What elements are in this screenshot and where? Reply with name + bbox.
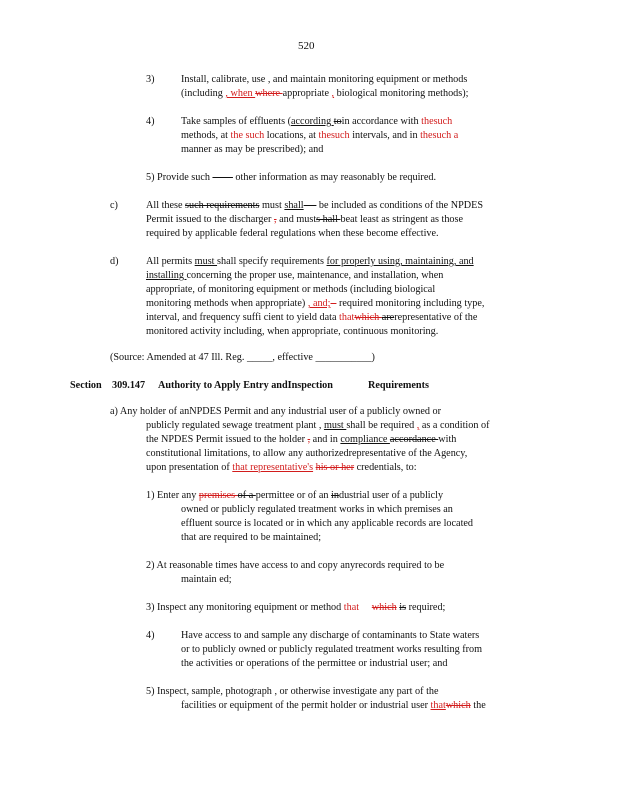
text-segment: constitutional limitations, to allow any authorizedrepresentative of the Agency, xyxy=(146,448,468,459)
text-segment: locations, at xyxy=(264,130,319,141)
text-segment: such requirements xyxy=(185,200,260,211)
text-segment: d) xyxy=(110,256,119,267)
text-segment: Requirements xyxy=(368,380,429,391)
text-segment: and must xyxy=(276,214,317,225)
text-line xyxy=(181,630,479,642)
text-line xyxy=(146,228,439,240)
text-segment: which xyxy=(445,700,471,711)
text-segment: that xyxy=(430,700,446,711)
text-segment: must xyxy=(323,420,347,431)
text-segment: other information as may reasonably be required. xyxy=(232,172,436,183)
text-line xyxy=(110,256,119,268)
text-segment: effluent source is located or in which any applicable records are located xyxy=(181,518,474,529)
text-segment: facilities or equipment of the permit holder or industrial user xyxy=(181,700,431,711)
text-line xyxy=(158,380,333,392)
text-line xyxy=(146,434,456,446)
text-segment: 5) Inspect, sample, photograph , or otherwise investigate any part of the xyxy=(146,686,439,697)
text-line xyxy=(146,630,155,642)
text-segment: 309.147 xyxy=(112,380,146,391)
text-segment: credentials, to: xyxy=(354,462,417,473)
text-segment: s hall xyxy=(316,214,341,225)
text-segment: publicly regulated sewage treatment plant , xyxy=(146,420,324,431)
text-segment: 4) xyxy=(146,630,155,641)
text-line xyxy=(181,504,453,516)
text-segment: - xyxy=(330,298,337,309)
text-segment: must xyxy=(259,200,285,211)
text-segment: Take samples of effluents ( xyxy=(181,116,291,127)
text-segment: , when xyxy=(225,88,256,99)
text-line xyxy=(181,74,467,86)
text-segment: which xyxy=(354,312,382,323)
text-line xyxy=(146,200,483,212)
text-segment: maintain ed; xyxy=(181,574,232,585)
text-segment: his or her xyxy=(315,462,355,473)
text-line xyxy=(181,144,323,156)
text-segment: — xyxy=(303,200,317,211)
text-line xyxy=(146,312,477,324)
text-segment: 4) xyxy=(146,116,155,127)
text-segment: that representative's xyxy=(232,462,314,473)
text-segment: Authority to Apply Entry andInspection xyxy=(158,380,333,391)
text-line xyxy=(181,574,232,586)
text-line xyxy=(181,518,473,530)
text-line xyxy=(146,74,155,86)
text-line xyxy=(146,420,489,432)
text-segment: a) Any holder of anNPDES Permit and any industrial user of a publicly owned or xyxy=(110,406,442,417)
text-line xyxy=(146,560,444,572)
text-segment: ___________ xyxy=(315,352,372,363)
text-segment: c) xyxy=(110,200,118,211)
text-segment: premises xyxy=(198,490,238,501)
text-segment: accordance xyxy=(389,434,439,445)
text-segment: appropriate xyxy=(282,88,332,99)
text-segment: required monitoring including type, xyxy=(336,298,485,309)
text-segment: representative of the xyxy=(394,312,478,323)
text-segment: the activities or operations of the permittee or industrial user; and xyxy=(181,658,448,669)
text-segment: , and; xyxy=(307,298,331,309)
text-segment: thesuch a xyxy=(420,130,459,141)
text-line xyxy=(110,352,375,364)
text-line xyxy=(181,700,486,712)
text-segment: or to publicly owned or publicly regulated treatment works resulting from xyxy=(181,644,483,655)
text-line xyxy=(146,116,155,128)
text-segment: interval, and frequency suffi cient to yield data xyxy=(146,312,340,323)
text-line xyxy=(146,270,443,282)
text-segment: compliance xyxy=(340,434,390,445)
text-segment: thesuch xyxy=(421,116,453,127)
text-line xyxy=(146,448,467,460)
text-line xyxy=(70,380,102,392)
text-segment: , xyxy=(416,420,420,431)
text-line xyxy=(146,214,463,226)
text-segment: , xyxy=(273,214,277,225)
text-segment: 2) At reasonable times have access to and copy anyrecords required to be xyxy=(146,560,445,571)
text-segment: _____ xyxy=(246,352,273,363)
text-segment: shall be required xyxy=(346,420,417,431)
text-segment: 3) xyxy=(146,74,155,85)
text-segment: with xyxy=(438,434,457,445)
text-segment: (Source: Amended at 47 Ill. Reg. xyxy=(110,352,247,363)
text-segment: thesuch xyxy=(318,130,350,141)
text-line xyxy=(181,130,458,142)
text-segment: permittee or of an xyxy=(255,490,332,501)
text-line xyxy=(146,298,484,310)
text-segment: , xyxy=(331,88,335,99)
text-segment: All these xyxy=(146,200,186,211)
text-segment: which xyxy=(371,602,397,613)
text-segment: of a xyxy=(237,490,256,501)
text-segment: upon presentation of xyxy=(146,462,233,473)
text-line xyxy=(146,172,436,184)
text-line xyxy=(146,326,438,338)
text-line xyxy=(112,380,145,392)
text-segment: shall specify requirements xyxy=(217,256,327,267)
text-segment: 3) Inspect any monitoring equipment or method xyxy=(146,602,344,613)
text-segment: 5) Provide such xyxy=(146,172,213,183)
text-line xyxy=(146,686,439,698)
text-segment: according xyxy=(291,116,334,127)
page-number: 520 xyxy=(298,40,315,52)
text-line xyxy=(110,200,118,212)
text-segment: (including xyxy=(181,88,226,99)
text-segment: , effective xyxy=(272,352,316,363)
text-segment: , xyxy=(307,434,311,445)
text-segment: Have access to and sample any discharge of contaminants to State waters xyxy=(181,630,480,641)
text-segment: the NPDES Permit issued to the holder xyxy=(146,434,308,445)
text-segment: and in xyxy=(310,434,341,445)
text-segment: monitoring methods when appropriate) xyxy=(146,298,308,309)
text-line xyxy=(146,490,443,502)
text-segment: biological monitoring methods); xyxy=(334,88,469,99)
text-segment: dustrial user of a publicly xyxy=(338,490,444,501)
text-segment: to xyxy=(333,116,342,127)
text-segment: Section xyxy=(70,380,102,391)
text-line xyxy=(368,380,429,392)
text-line xyxy=(110,406,441,418)
text-line xyxy=(181,88,468,100)
text-segment: Install, calibrate, use , and maintain monitoring equipment or methods xyxy=(181,74,468,85)
text-line xyxy=(181,644,482,656)
text-segment: in accordance with xyxy=(341,116,422,127)
text-segment: shall xyxy=(284,200,304,211)
text-segment: that are required to be maintained; xyxy=(181,532,322,543)
text-segment: required; xyxy=(406,602,446,613)
text-segment: owned or publicly regulated treatment works in which premises an xyxy=(181,504,453,515)
text-segment: manner as may be prescribed); and xyxy=(181,144,324,155)
text-segment: appropriate, of monitoring equipment or methods (including biological xyxy=(146,284,436,295)
text-segment: required by applicable federal regulations when these become effective. xyxy=(146,228,439,239)
text-segment: that xyxy=(339,312,355,323)
text-segment: the such xyxy=(230,130,265,141)
text-line xyxy=(146,602,445,614)
text-line xyxy=(146,462,417,474)
text-line xyxy=(181,532,321,544)
text-segment: —— xyxy=(212,172,233,183)
text-segment: as a condition of xyxy=(419,420,490,431)
text-line xyxy=(146,256,474,268)
text-segment: be included as conditions of the NPDES xyxy=(316,200,484,211)
text-segment: concerning the proper use, maintenance, and installation, when xyxy=(186,270,444,281)
text-segment: must xyxy=(194,256,218,267)
text-segment: intervals, and in xyxy=(349,130,421,141)
text-segment xyxy=(359,602,372,613)
text-segment: that xyxy=(343,602,360,613)
text-segment: 1) Enter any xyxy=(146,490,199,501)
text-segment: beat least as stringent as those xyxy=(340,214,463,225)
text-segment: methods, at xyxy=(181,130,231,141)
text-line xyxy=(181,658,448,670)
text-segment: is xyxy=(399,602,407,613)
text-segment: for properly using, maintaining, and xyxy=(326,256,474,267)
text-segment: installing xyxy=(146,270,187,281)
text-segment: the xyxy=(470,700,486,711)
text-segment: monitored activity including, when appropriate, continuous monitoring. xyxy=(146,326,439,337)
text-segment: in xyxy=(331,490,339,501)
text-line xyxy=(146,284,435,296)
text-segment: All permits xyxy=(146,256,195,267)
text-segment: Permit issued to the discharger xyxy=(146,214,274,225)
text-segment: where xyxy=(255,88,283,99)
text-segment: ) xyxy=(371,352,375,363)
text-segment: are xyxy=(381,312,395,323)
text-line xyxy=(181,116,452,128)
